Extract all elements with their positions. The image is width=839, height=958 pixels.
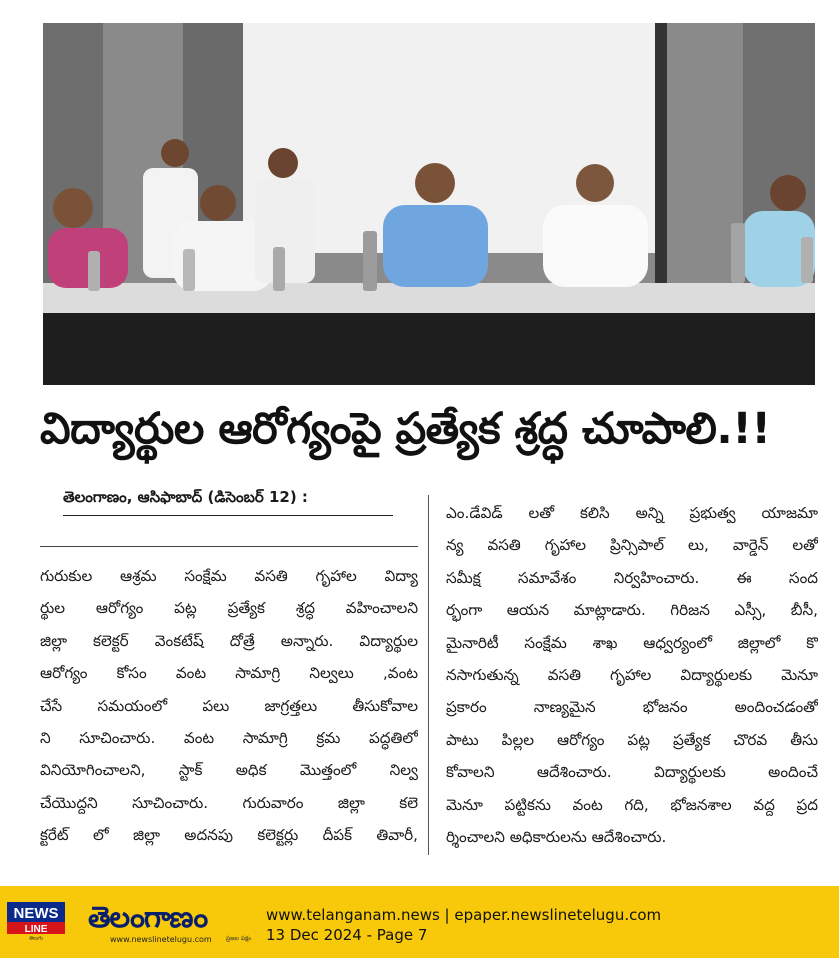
article-column-right [446,497,818,853]
article-line: ఆరోగ్యం కోసం వంట సామాగ్రి నిల్వలు ,వంట [40,664,418,683]
article-line: ఎం.డేవిడ్ లతో కలిసి అన్ని ప్రభుత్వ యాజమా [446,504,818,522]
article-line: ర్శించాలని అధికారులను ఆదేశించారు. [446,828,667,847]
article-line: క్టరేట్ లో జిల్లా అదనపు కలెక్టర్లు దీపక్ తివారీ, [40,826,418,845]
brand-url: www.newslinetelugu.com [110,935,212,944]
epaper-footer [0,886,839,958]
article-line: ర్థుల ఆరోగ్యం పట్ల ప్రత్యేక శ్రద్ధ వహించాలని [40,599,418,618]
news-logo-sub: తెలుగు [29,935,43,940]
article-line: జిల్లా కలెక్టర్ వెంకటేష్ దోత్రే అన్నారు. విద్యార్థుల [40,631,418,650]
article-line: చేసే సమయంలో పలు జాగ్రత్తలు తీసుకోవాల [40,696,418,715]
footer-links[interactable]: www.telanganam.news | epaper.newslinetelugu.com [266,906,662,924]
column-rule [40,546,418,547]
article-line: కోవాలని ఆదేశించారు. విద్యార్థులకు అందించే [446,763,818,782]
article-line: వినియోగించాలని, స్టాక్ అధిక మొత్తంలో నిల్వ [40,761,418,780]
article-line: ప్రకారం నాణ్యమైన భోజనం అందించడంతో [446,698,818,717]
column-divider [428,495,429,855]
article-line: చేయొద్దని సూచించారు. గురువారం జిల్లా కలె [40,793,418,812]
brand-name: తెలంగాణం [88,900,208,934]
article-line: మెనూ పట్టికను వంట గది, భోజనశాల వద్ద ప్రద [446,795,818,814]
article-headline: విద్యార్థుల ఆరోగ్యంపై ప్రత్యేక శ్రద్ధ చూపాలి.!! [40,404,771,454]
article-dateline: తెలంగాణం, ఆసిఫాబాద్ (డిసెంబర్ 12) : [63,488,393,516]
article-line: గురుకుల ఆశ్రమ సంక్షేమ వసతి గృహాల విద్యా [40,567,418,585]
brand-tagline: ప్రజల పక్షం [226,935,252,942]
article-line: సమీక్ష సమావేశం నిర్వహించారు. ఈ సంద [446,568,818,587]
article-column-left [40,560,418,852]
footer-date-page: 13 Dec 2024 - Page 7 [266,926,428,944]
meeting-photo-icon [43,23,815,385]
article-line: మైనారిటీ సంక్షేమ శాఖ ఆధ్వర్యంలో జిల్లాలో కొ [446,633,818,652]
meeting-photo [43,23,815,385]
news-logo-top: NEWS [13,905,59,922]
article-line: ర్భంగా ఆయన మాట్లాడారు. గిరిజన ఎస్సీ, బీసీ, [446,601,818,620]
article-line: న్య వసతి గృహాల ప్రిన్సిపాల్ లు, వార్డెన్ లతో [446,536,818,555]
article-line: నసాగుతున్న వసతి గృహాల విద్యార్థులకు మెనూ [446,666,818,685]
article-line: పాటు పిల్లల ఆరోగ్యం పట్ల ప్రత్యేక చొరవ తీసు [446,730,818,749]
news-logo-bottom: LINE [24,924,48,935]
telanganam-logo[interactable] [88,900,252,944]
article-line: ని సూచించారు. వంట సామాగ్రి క్రమ పద్ధతిలో [40,729,418,748]
newsline-logo-icon [7,902,65,940]
